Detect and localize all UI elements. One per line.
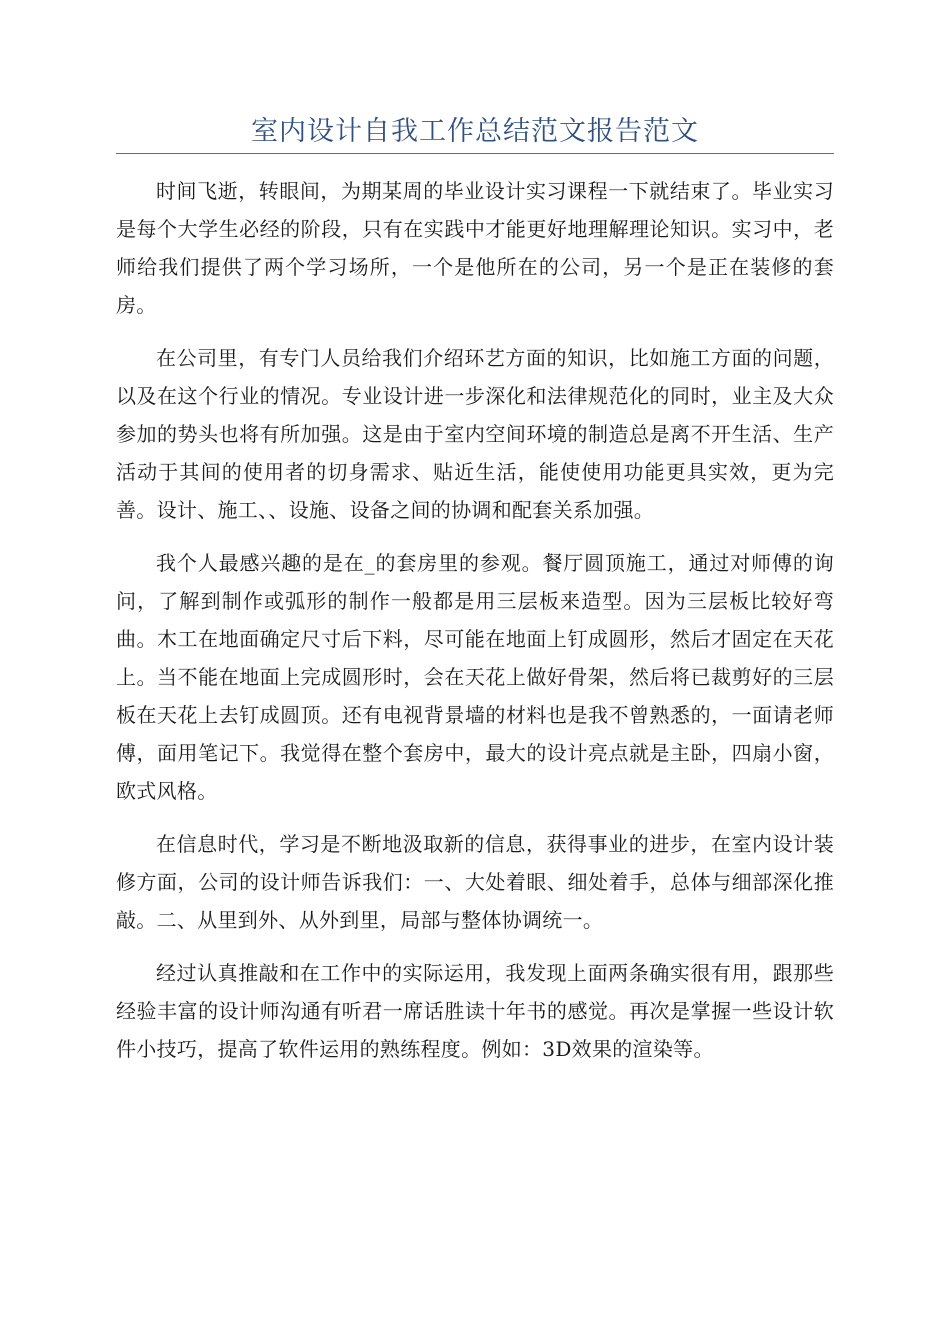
paragraph: 我个人最感兴趣的是在_的套房里的参观。餐厅圆顶施工，通过对师傅的询问，了解到制作或弧形的制作一般都是用三层板来造型。因为三层板比较好弯曲。木工在地面确定尺寸后下料，尽可能在地面上钉成圆形，然后才固定在天花上。当不能在地面上完成圆形时，会在天花上做好骨架，然后将已裁剪好的三层板在天花上去钉成圆顶。还有电视背景墙的材料也是我不曾熟悉的，一面请老师傅，面用笔记下。我觉得在整个套房中，最大的设计亮点就是主卧，四扇小窗，欧式风格。	[116, 551, 834, 803]
document-title: 室内设计自我工作总结范文报告范文	[251, 116, 699, 147]
paragraph: 时间飞逝，转眼间，为期某周的毕业设计实习课程一下就结束了。毕业实习是每个大学生必经的阶段，只有在实践中才能更好地理解理论知识。实习中，老师给我们提供了两个学习场所，一个是他所在的公司，另一个是正在装修的套房。	[116, 179, 834, 317]
paragraph: 在信息时代，学习是不断地汲取新的信息，获得事业的进步，在室内设计装修方面，公司的设计师告诉我们：一、大处着眼、细处着手，总体与细部深化推敲。二、从里到外、从外到里，局部与整体协调统一。	[116, 832, 834, 932]
paragraph: 在公司里，有专门人员给我们介绍环艺方面的知识，比如施工方面的问题，以及在这个行业的情况。专业设计进一步深化和法律规范化的同时，业主及大众参加的势头也将有所加强。这是由于室内空间环境的制造总是离不开生活、生产活动于其间的使用者的切身需求、贴近生活，能使使用功能更具实效，更为完善。设计、施工、、设施、设备之间的协调和配套关系加强。	[116, 346, 834, 522]
paragraph: 经过认真推敲和在工作中的实际运用，我发现上面两条确实很有用，跟那些经验丰富的设计师沟通有听君一席话胜读十年书的感觉。再次是掌握一些设计软件小技巧，提高了软件运用的熟练程度。例如：3D效果的渲染等。	[116, 961, 834, 1061]
title-underline	[116, 153, 834, 154]
document-body	[116, 172, 834, 1083]
